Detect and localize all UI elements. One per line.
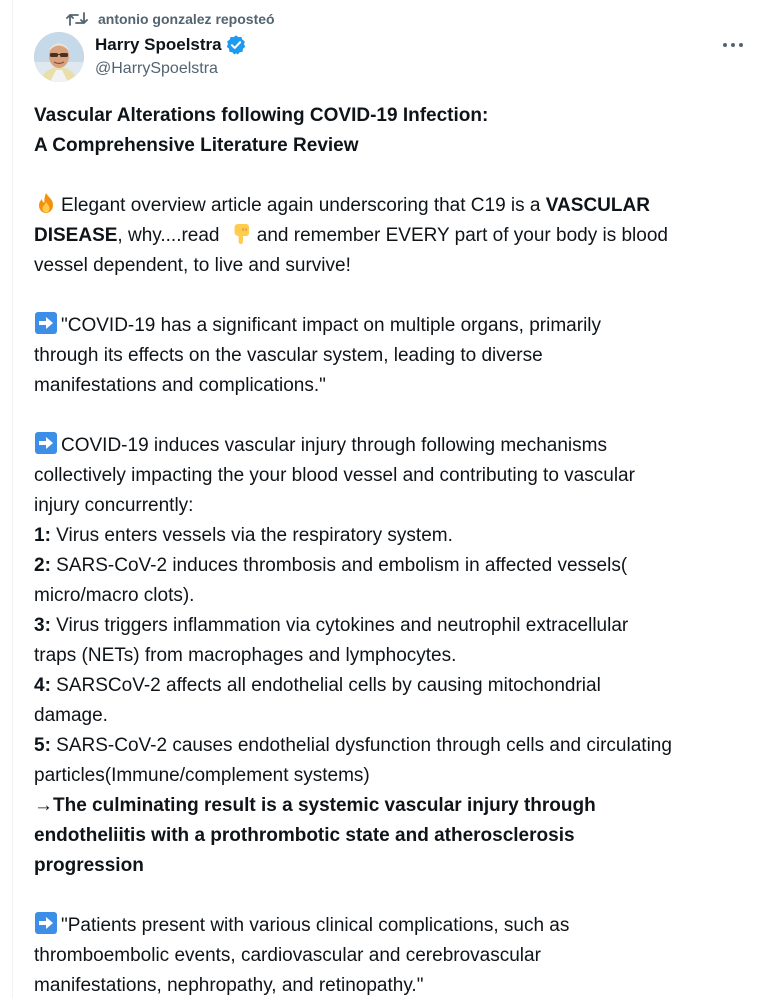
right-arrow-emoji <box>34 311 58 335</box>
list-item-continuation: traps (NETs) from macrophages and lymphocytes. <box>34 645 457 666</box>
pointing-down-emoji <box>229 221 253 245</box>
repost-icon <box>66 11 88 27</box>
conclusion-line: progression <box>34 855 144 876</box>
list-item: 5: SARS-CoV-2 causes endothelial dysfunction through cells and circulating <box>34 735 672 756</box>
list-item: 1: Virus enters vessels via the respiratory system. <box>34 525 453 546</box>
quote-line: through its effects on the vascular system, leading to diverse <box>34 345 543 366</box>
conclusion-line: →The culminating result is a systemic vascular injury through <box>34 795 596 816</box>
right-arrow-emoji <box>34 911 58 935</box>
mechanisms-line: injury concurrently: <box>34 495 194 516</box>
mechanisms-line: COVID-19 induces vascular injury through following mechanisms <box>34 431 752 461</box>
quote-line: "Patients present with various clinical complications, such as <box>34 911 752 941</box>
quote-line: "COVID-19 has a significant impact on multiple organs, primarily <box>34 311 752 341</box>
list-item-continuation: particles(Immune/complement systems) <box>34 765 370 786</box>
intro-line: DISEASE, why....read and remember EVERY part of your body is blood <box>34 221 752 251</box>
mechanisms-line: collectively impacting the your blood vessel and contributing to vascular <box>34 465 635 486</box>
more-options-icon[interactable] <box>720 36 746 54</box>
quote-line: thromboembolic events, cardiovascular and cerebrovascular <box>34 945 541 966</box>
verified-badge-icon <box>225 34 247 56</box>
list-item: 2: SARS-CoV-2 induces thrombosis and embolism in affected vessels( <box>34 555 628 576</box>
repost-text[interactable]: antonio gonzalez reposteó <box>98 11 275 27</box>
list-item: 4: SARSCoV-2 affects all endothelial cells by causing mitochondrial <box>34 675 601 696</box>
list-item: 3: Virus triggers inflammation via cytokines and neutrophil extracellular <box>34 615 629 636</box>
quote-line: manifestations, nephropathy, and retinopathy." <box>34 975 424 996</box>
fire-emoji <box>34 191 58 215</box>
author-handle[interactable]: @HarrySpoelstra <box>95 60 218 77</box>
author-display-name[interactable]: Harry Spoelstra <box>95 35 222 54</box>
repost-indicator[interactable] <box>66 9 275 29</box>
post-title-line: A Comprehensive Literature Review <box>34 135 359 156</box>
avatar[interactable] <box>34 32 84 82</box>
author-info <box>95 33 247 78</box>
left-border <box>12 0 13 998</box>
right-arrow-emoji <box>34 431 58 455</box>
avatar-photo <box>34 32 84 82</box>
quote-line: manifestations and complications." <box>34 375 326 396</box>
conclusion-line: endotheliitis with a prothrombotic state and atherosclerosis <box>34 825 575 846</box>
list-item-continuation: micro/macro clots). <box>34 585 195 606</box>
post-text <box>34 101 752 1001</box>
list-item-continuation: damage. <box>34 705 108 726</box>
post-title-line: Vascular Alterations following COVID-19 Infection: <box>34 105 489 126</box>
intro-line: Elegant overview article again underscoring that C19 is a VASCULAR <box>34 191 752 221</box>
intro-line: vessel dependent, to live and survive! <box>34 255 351 276</box>
